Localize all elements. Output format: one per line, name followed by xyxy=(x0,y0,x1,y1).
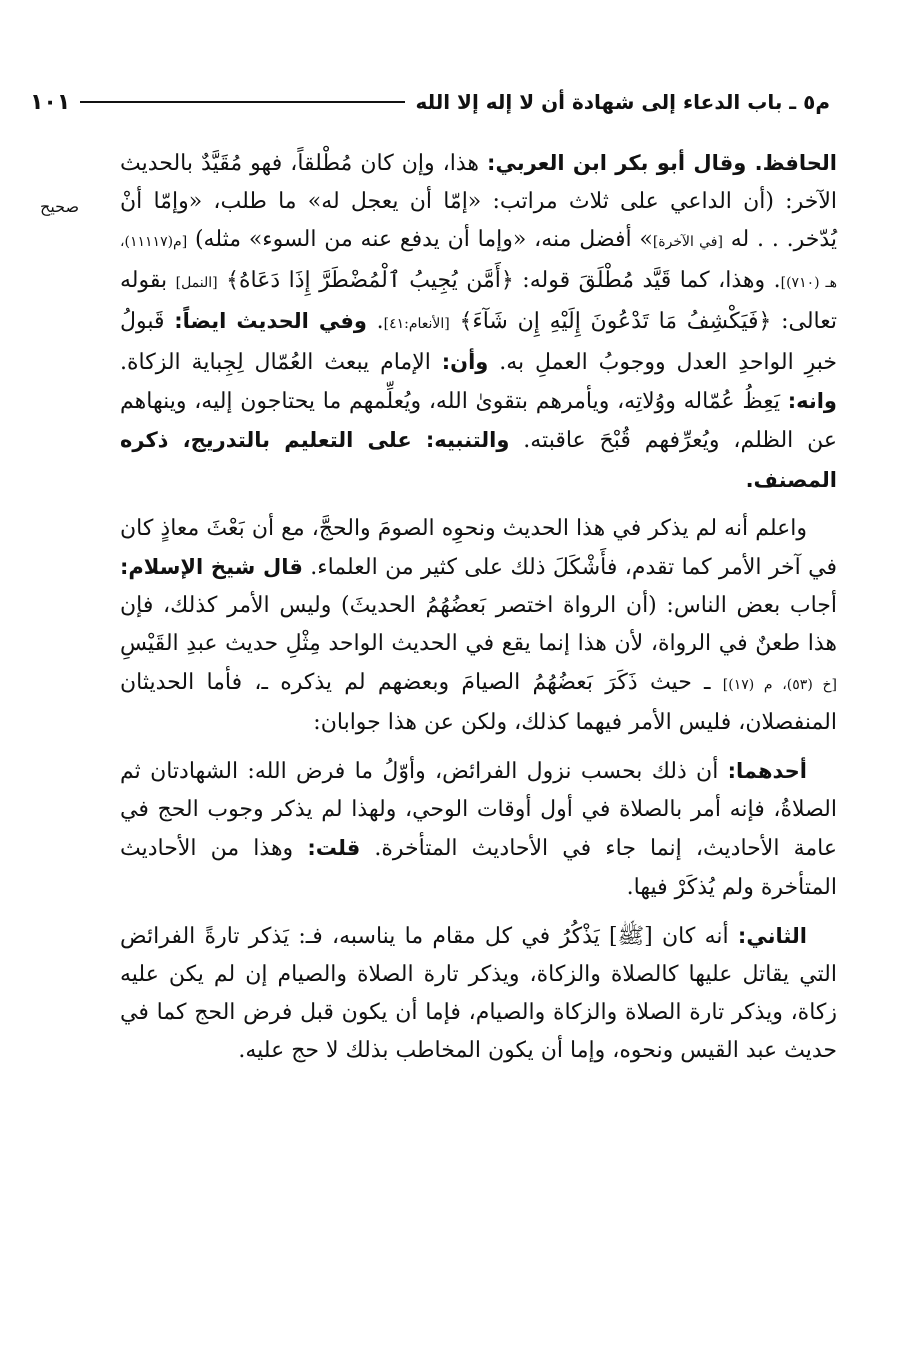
bold-run: قال شيخ الإسلام: xyxy=(120,555,303,580)
text-run: . وهذا، كما قَيَّد مُطْلَقَ قوله: ﴿أَمَّن يُجِيبُ ٱلْمُضْطَرَّ إِذَا دَعَاهُ﴾ xyxy=(217,267,781,293)
text-run: واعلم أنه لم يذكر في هذا الحديث ونحوِه الصومَ والحجَّ، مع أن بَعْثَ معاذٍ كان في آخر الأمر كما تقدم، فأَشْكَلَ ذلك على كثير من العلماء. xyxy=(120,515,837,581)
reference-run: [في الآخرة] xyxy=(652,234,723,251)
text-run: ـ حيث ذَكَرَ بَعضُهُمُ الصيامَ وبعضهم لم يذكره ـ، فأما الحديثان المنفصلان، فليس الأمر فيهما كذلك، ولكن عن هذا جوابان: xyxy=(120,669,837,735)
bold-run: أحدهما: xyxy=(727,759,807,784)
text-run: قَبولُ خبرِ الواحدِ العدل ووجوبُ العملِ به. xyxy=(120,308,837,376)
running-header xyxy=(30,82,830,122)
text-run: أن ذلك بحسب نزول الفرائض، وأوّلُ ما فرض الله: الشهادتان ثم الصلاةُ، فإنه أمر بالصلاة في أول أوقات الوحي، ولهذا لم يذكر وجوب الحج في عامة الأحاديث، إنما جاء في الأحاديث المتأخرة. xyxy=(120,759,837,862)
text-run: الإمام يبعث العُمّال لِجِباية الزكاة. xyxy=(120,350,442,376)
bold-run: وانه: xyxy=(787,389,837,414)
text-run: بقوله تعالى: ﴿فَيَكْشِفُ مَا تَدْعُونَ إِلَيْهِ إِن شَآءَ﴾ xyxy=(120,267,837,334)
reference-run: [النمل] xyxy=(175,274,218,291)
text-run: أجاب بعض الناس: (أن الرواة اختصر بَعضُهُمُ الحديثَ) وليس الأمر كذلك، فإن هذا طعنٌ في الرواة، لأن هذا إنما يقع في الحديث الواحد مِثْلِ حديث عبدِ القَيْسِ xyxy=(120,593,837,657)
chapter-title: م٥ ـ باب الدعاء إلى شهادة أن لا إله إلا الله xyxy=(415,90,830,114)
bold-run: وأن: xyxy=(441,350,489,375)
text-run: . xyxy=(366,308,384,334)
reference-run: [الأنعام:٤١] xyxy=(383,315,450,332)
bold-run: وفي الحديث ايضاً: xyxy=(174,308,367,333)
main-text xyxy=(120,144,837,1071)
paragraph xyxy=(120,144,837,500)
bold-run: الثاني: xyxy=(737,923,807,948)
text-run: هذا، وإن كان مُطْلقاً، فهو مُقَيَّدٌ بالحديث الآخر: (أن الداعي على ثلاث مراتب: «إمّا أن يعجل له» ما طلب، «وإمّا أنْ يُدّخر. . . له xyxy=(120,151,838,253)
paragraph xyxy=(120,510,837,742)
header-rule xyxy=(80,101,405,103)
margin-note: صحيح xyxy=(40,197,80,216)
text-run: وهذا من الأحاديث المتأخرة ولم يُذكَرْ فيها. xyxy=(120,836,837,900)
paragraph xyxy=(120,752,837,907)
reference-run: [م(١١١١٧)، هـ (٧١٠)] xyxy=(120,234,838,291)
page-number: ١٠١ xyxy=(30,89,71,115)
text-run: يَعِظُ عُمّاله ووُلاتِه، ويأمرهم بتقوىٰ الله، ويُعلِّمهم ما يحتاجون إليه، وينهاهم عن الظلم، ويُعرِّفهم قُبْحَ عاقبته. xyxy=(120,389,838,454)
text-run: أنه كان [ﷺ] يَذْكُرُ في كل مقام ما يناسبه، فـ: يَذكر تارةً الفرائض التي يقاتل عليها كالصلاة والزكاة، ويذكر تارة الصلاة والصيام إن لم يكن عليه زكاة، ويذكر تارة الصلاة والزكاة والصيام، فإما أن يكون قبل فرض الحج كما في حديث عبد القيس ونحوه، وإما أن يكون المخاطب بذلك لا حج عليه. xyxy=(120,923,837,1064)
reference-run: [خ (٥٣)، م (١٧)] xyxy=(722,676,837,693)
bold-run: والتنبيه: على التعليم بالتدريج، ذكره المصنف. xyxy=(120,428,837,492)
text-run: » أفضل منه، «وإما أن يدفع عنه من السوء» مثله) xyxy=(187,227,653,253)
bold-run: قلت: xyxy=(307,836,361,861)
bold-run: الحافظ. وقال أبو بكر ابن العربي: xyxy=(487,151,837,175)
paragraph xyxy=(120,917,837,1071)
